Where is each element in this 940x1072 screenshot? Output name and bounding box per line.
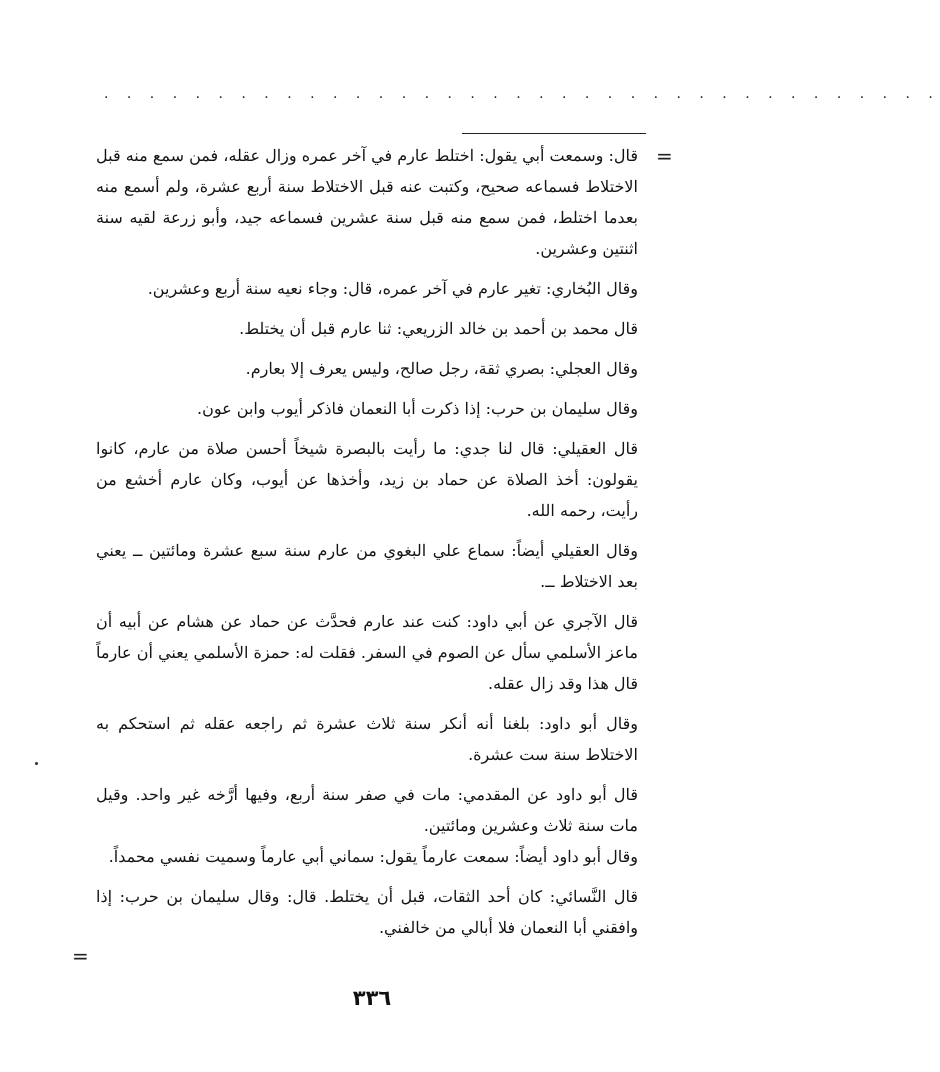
paragraph: قال الآجري عن أبي داود: كنت عند عارم فحدَّث عن حماد عن هشام عن أبيه أن ماعز الأسلمي سأل عن الصوم في السفر. فقلت له: حمزة الأسلمي يعني أن عارماً قال هذا وقد زال عقله. [96, 612, 638, 693]
paragraph: وقال سليمان بن حرب: إذا ذكرت أبا النعمان فاذكر أيوب وابن عون. [197, 399, 638, 418]
footnote-rule [462, 133, 646, 134]
paragraph: قال: وسمعت أبي يقول: اختلط عارم في آخر عمره وزال عقله، فمن سمع منه قبل الاختلاط فسماعه صحيح، وكتبت عنه قبل الاختلاط سنة أربع عشرة، ولم أسمع منه بعدما اختلط، فمن سمع منه قبل سنة عشرين فسماعه جيد، وأبو زرعة لقيه سنة اثنتين وعشرين. [96, 146, 638, 258]
paragraph: وقال العجلي: بصري ثقة، رجل صالح، وليس يعرف إلا بعارم. [245, 359, 638, 378]
paragraph: وقال العقيلي أيضاً: سماع علي البغوي من عارم سنة سبع عشرة ومائتين ــ يعني بعد الاختلاط ــ. [96, 541, 638, 591]
paragraph: قال أبو داود عن المقدمي: مات في صفر سنة أربع، وفيها أرَّخه غير واحد. وقيل مات سنة ثلاث وعشرين ومائتين. [96, 785, 638, 835]
paragraph: وقال أبو داود أيضاً: سمعت عارماً يقول: سماني أبي عارماً وسميت نفسي محمداً. [108, 847, 638, 866]
continuation-mark-bottom: = [72, 944, 89, 968]
page-number: ٣٣٦ [352, 986, 392, 1010]
paragraph: وقال البُخاري: تغير عارم في آخر عمره، قال: وجاء نعيه سنة أربع وعشرين. [147, 279, 638, 298]
margin-dot [35, 762, 38, 765]
continuation-mark-top: = [656, 144, 673, 168]
paragraph: قال العقيلي: قال لنا جدي: ما رأيت بالبصرة شيخاً أحسن صلاة من عارم، كانوا يقولون: أخذ الصلاة عن حماد بن زيد، وأخذها عن أيوب، وكان عارم أخشع من رأيت، رحمه الله. [96, 439, 638, 520]
dotted-header-separator: · · · · · · · · · · · · · · · · · · · · · · · · · · · · · · · · · · · · · [104, 90, 940, 106]
footnote-text-block [96, 140, 638, 952]
paragraph: قال محمد بن أحمد بن خالد الزريعي: ثنا عارم قبل أن يختلط. [239, 319, 638, 338]
paragraph: قال النَّسائي: كان أحد الثقات، قبل أن يختلط. قال: وقال سليمان بن حرب: إذا وافقني أبا النعمان فلا أبالي من خالفني. [96, 887, 638, 937]
paragraph: وقال أبو داود: بلغنا أنه أنكر سنة ثلاث عشرة ثم راجعه عقله ثم استحكم به الاختلاط سنة ست عشرة. [96, 714, 638, 764]
